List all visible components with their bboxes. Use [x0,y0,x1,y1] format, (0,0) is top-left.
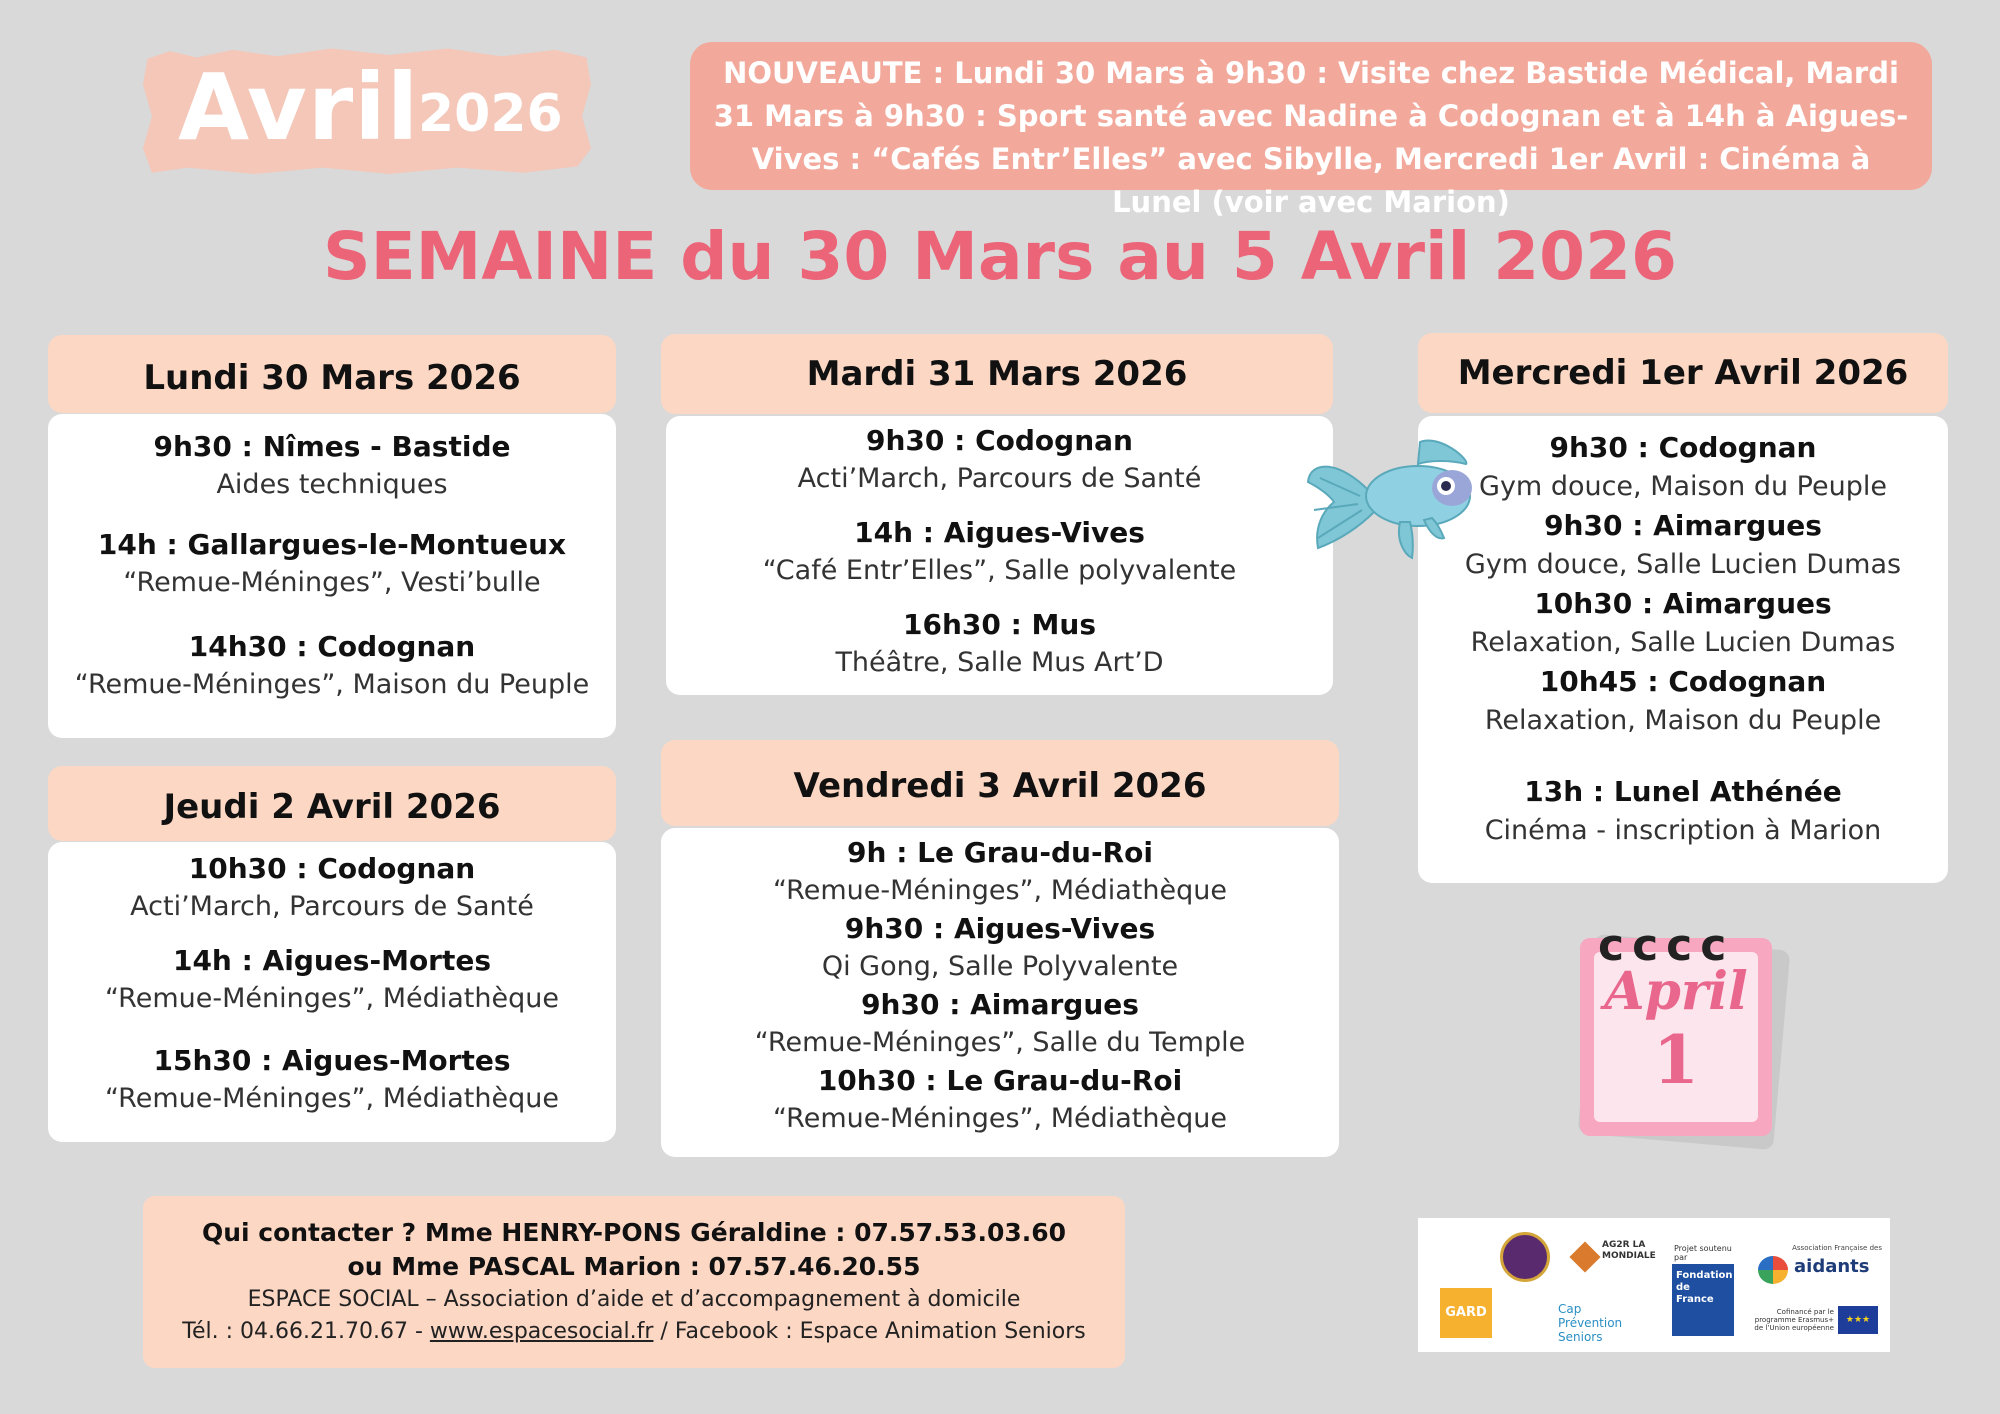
day-card-vendredi [661,828,1339,1157]
fish-icon [1300,430,1480,570]
aidants-logo [1758,1254,1888,1286]
event-desc: Gym douce, Salle Lucien Dumas [1464,549,1902,580]
event-desc: Cinéma - inscription à Marion [1484,815,1882,846]
cap-label: Cap Prévention Seniors [1558,1302,1623,1344]
event-time: 10h45 : Codognan [1539,665,1827,698]
cap-prevention-logo [1558,1302,1648,1342]
aidants-note: Association Française des [1792,1244,1882,1252]
contact-association: ESPACE SOCIAL – Association d’aide et d’accompagnement à domicile [247,1287,1021,1312]
contact-box [143,1196,1125,1368]
event-desc: Acti’March, Parcours de Santé [130,891,534,922]
calendar-rings: ᴄᴄᴄᴄ [1598,920,1735,971]
fondation-label: Fondation de France [1676,1270,1733,1305]
event-desc: Aides techniques [216,469,448,500]
event-time: 9h30 : Nîmes - Bastide [153,430,511,463]
event-desc: Acti’March, Parcours de Santé [797,463,1202,494]
gard-label: GARD [1445,1305,1487,1320]
erasmus-label: Cofinancé par le programme Erasmus+ de l’Union européenne [1754,1308,1834,1332]
day-title: Lundi 30 Mars 2026 [143,358,521,398]
day-title: Jeudi 2 Avril 2026 [163,787,501,827]
aidants-label: aidants [1794,1256,1870,1277]
day-header-mercredi [1418,333,1948,413]
event-time: 13h : Lunel Athénée [1524,775,1842,808]
month-label: Avril [178,54,420,161]
ag2r-logo [1574,1240,1654,1280]
gard-logo [1440,1288,1492,1338]
event-time: 9h30 : Codognan [866,424,1133,457]
event-time: 9h30 : Aigues-Vives [844,912,1156,945]
event-time: 9h30 : Aimargues [1544,509,1822,542]
day-card-lundi [48,414,616,738]
contact-links [143,1316,1125,1348]
day-title: Mercredi 1er Avril 2026 [1457,353,1909,393]
contact-line-2: ou Mme PASCAL Marion : 07.57.46.20.55 [347,1252,921,1281]
day-header-lundi [48,335,616,413]
event-time: 9h : Le Grau-du-Roi [847,836,1153,869]
event-time: 14h : Gallargues-le-Montueux [97,528,567,561]
fondation-de-france-logo [1672,1264,1734,1336]
event-desc: “Remue-Méninges”, Maison du Peuple [74,669,590,700]
event-desc: Gym douce, Maison du Peuple [1479,471,1887,502]
news-banner: NOUVEAUTE : Lundi 30 Mars à 9h30 : Visite chez Bastide Médical, Mardi 31 Mars à 9h30 : Sport santé avec Nadine à Codognan et à 14h à Aigues-Vives : “Cafés Entr’Elles” avec Sibylle, Mercredi 1er Avril : Cinéma à Lunel (voir avec Marion) [690,42,1932,190]
event-desc: Relaxation, Maison du Peuple [1484,705,1882,736]
calendar-day: 1 [1653,1021,1699,1099]
day-header-jeudi [48,766,616,841]
facebook-text: / Facebook : Espace Animation Seniors [653,1319,1086,1344]
week-title: SEMAINE du 30 Mars au 5 Avril 2026 [323,218,1677,295]
event-desc: “Remue-Méninges”, Médiathèque [773,875,1227,906]
website-link[interactable]: www.espacesocial.fr [429,1319,654,1344]
calendar-month: April [1604,961,1748,1022]
contact-tel: Tél. : 04.66.21.70.67 - [182,1319,430,1344]
day-card-mercredi [1418,416,1948,883]
medal-logo [1500,1232,1550,1282]
aidants-people-icon [1758,1256,1788,1284]
event-time: 15h30 : Aigues-Mortes [153,1044,511,1077]
calendar-icon [1580,920,1802,1148]
event-desc: Théâtre, Salle Mus Art’D [835,647,1164,678]
event-desc: Relaxation, Salle Lucien Dumas [1470,627,1896,658]
event-time: 10h30 : Codognan [188,852,476,885]
contact-line-1: Qui contacter ? Mme HENRY-PONS Géraldine : 07.57.53.03.60 [201,1218,1067,1247]
event-time: 10h30 : Le Grau-du-Roi [817,1064,1183,1097]
eu-flag-icon: ★★★ [1838,1306,1878,1334]
event-time: 9h30 : Codognan [1549,431,1817,464]
day-title: Mardi 31 Mars 2026 [806,354,1188,394]
ag2r-label: AG2R LA MONDIALE [1602,1240,1656,1261]
event-time: 16h30 : Mus [902,608,1097,641]
day-header-vendredi [661,740,1339,826]
event-time: 14h : Aigues-Mortes [172,944,492,977]
event-desc: Qi Gong, Salle Polyvalente [821,951,1179,982]
partner-logos [1418,1218,1890,1352]
event-desc: “Café Entr’Elles”, Salle polyvalente [762,555,1237,586]
event-time: 10h30 : Aimargues [1534,587,1832,620]
event-desc: “Remue-Méninges”, Médiathèque [773,1103,1227,1134]
day-title: Vendredi 3 Avril 2026 [793,766,1207,806]
day-card-mardi [666,416,1333,695]
event-desc: “Remue-Méninges”, Médiathèque [105,1083,559,1114]
year-label: 2026 [418,84,563,144]
event-time: 14h : Aigues-Vives [854,516,1145,549]
event-desc: “Remue-Méninges”, Vesti’bulle [123,567,541,598]
event-time: 9h30 : Aimargues [861,988,1139,1021]
day-header-mardi [661,334,1333,414]
event-time: 14h30 : Codognan [188,630,476,663]
event-desc: “Remue-Méninges”, Salle du Temple [754,1027,1246,1058]
day-card-jeudi [48,842,616,1142]
event-desc: “Remue-Méninges”, Médiathèque [105,983,559,1014]
fondation-note: Projet soutenu par [1674,1244,1732,1262]
